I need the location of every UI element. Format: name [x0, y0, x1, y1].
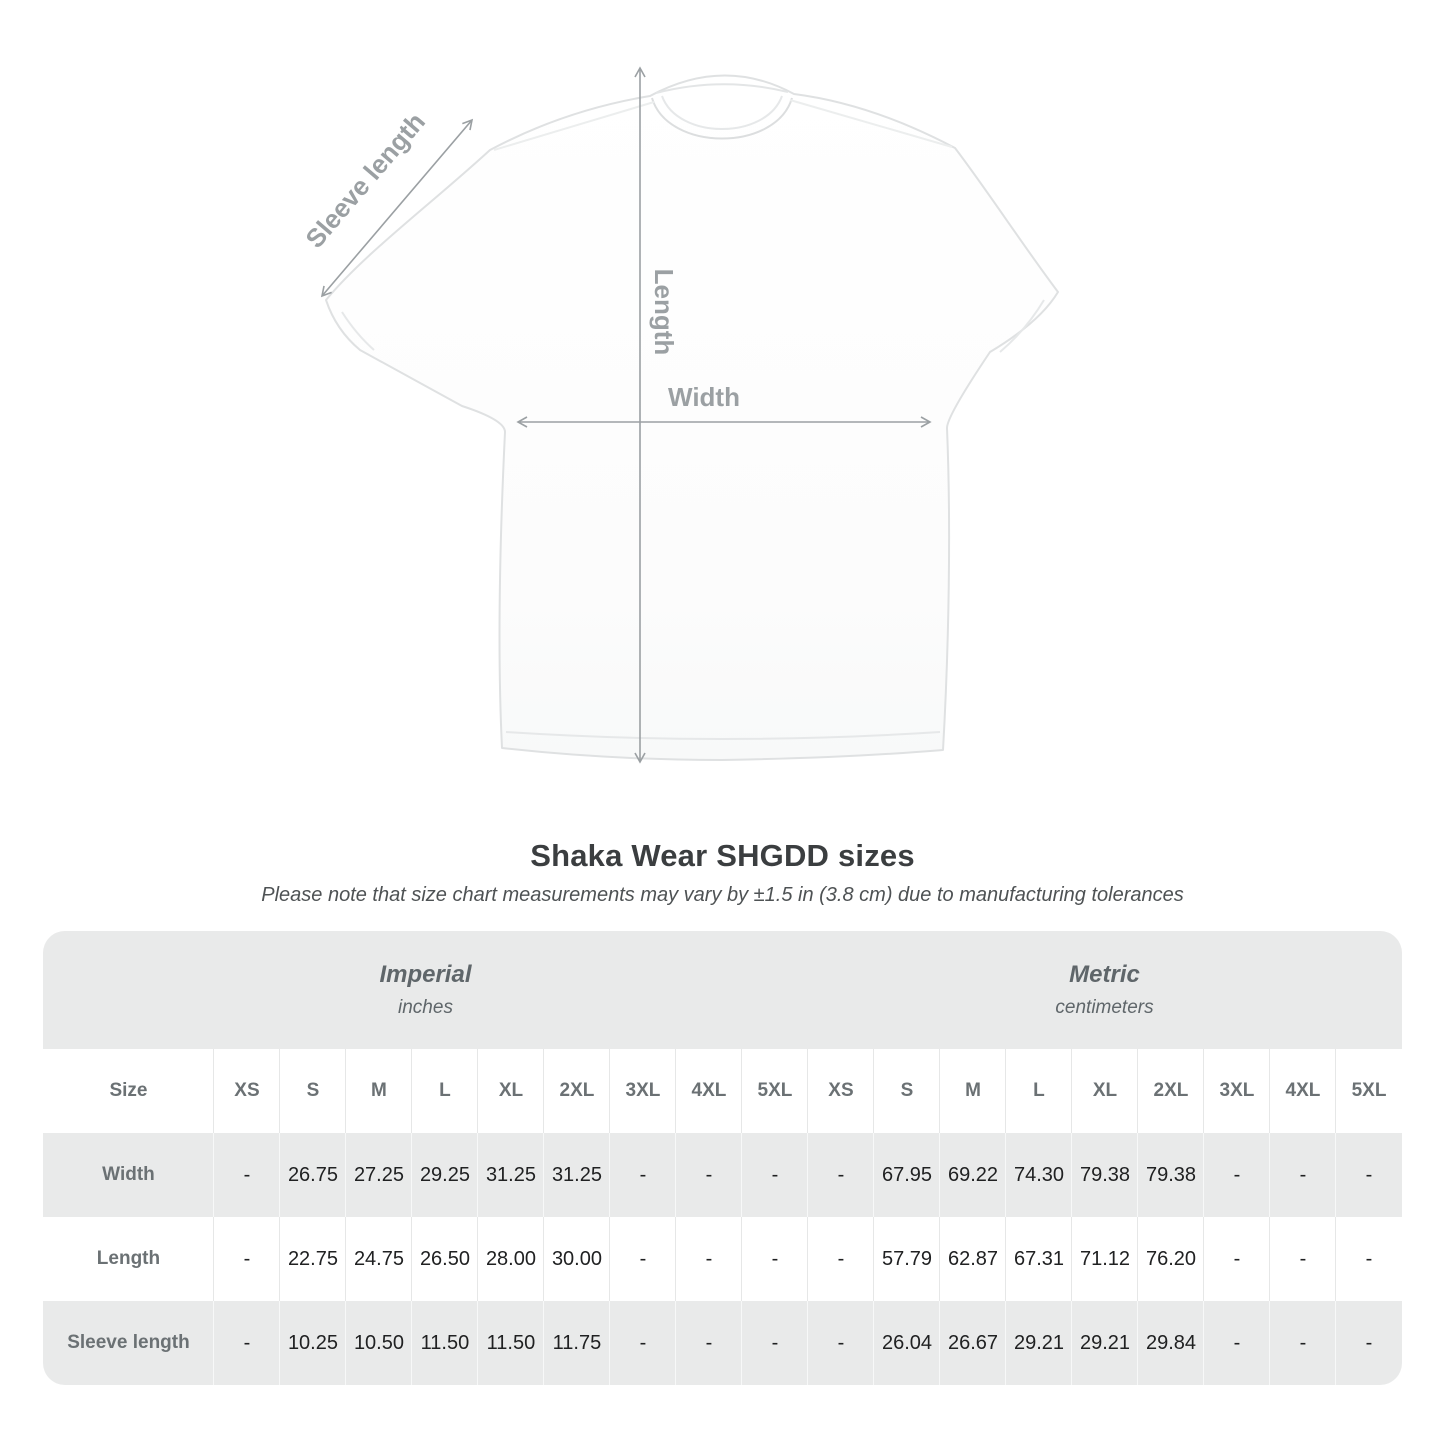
size-col-imperial-3xl: 3XL: [609, 1049, 675, 1133]
cell-metric-3xl: -: [1203, 1133, 1269, 1217]
imperial-title: Imperial: [379, 961, 472, 988]
cell-imperial-xs: -: [213, 1133, 279, 1217]
cell-metric-l: 74.30: [1005, 1133, 1071, 1217]
unit-header-row: [43, 931, 1401, 1049]
cell-imperial-5xl: -: [741, 1133, 807, 1217]
size-col-metric-s: S: [873, 1049, 939, 1133]
size-col-imperial-m: M: [345, 1049, 411, 1133]
size-col-metric-5xl: 5XL: [1335, 1049, 1401, 1133]
cell-metric-5xl: -: [1335, 1217, 1401, 1301]
cell-imperial-4xl: -: [675, 1133, 741, 1217]
cell-imperial-5xl: -: [741, 1301, 807, 1385]
cell-metric-3xl: -: [1203, 1301, 1269, 1385]
cell-imperial-2xl: 11.75: [543, 1301, 609, 1385]
cell-metric-xs: -: [807, 1301, 873, 1385]
size-col-metric-4xl: 4XL: [1269, 1049, 1335, 1133]
cell-metric-m: 26.67: [939, 1301, 1005, 1385]
cell-metric-5xl: -: [1335, 1301, 1401, 1385]
cell-imperial-3xl: -: [609, 1133, 675, 1217]
tshirt-illustration: [326, 75, 1058, 760]
cell-metric-l: 67.31: [1005, 1217, 1071, 1301]
measure-row-sleeve-length: [43, 1301, 1401, 1385]
page-title: Shaka Wear SHGDD sizes: [530, 838, 915, 873]
size-col-imperial-xs: XS: [213, 1049, 279, 1133]
cell-imperial-l: 11.50: [411, 1301, 477, 1385]
cell-imperial-s: 10.25: [279, 1301, 345, 1385]
cell-metric-xs: -: [807, 1133, 873, 1217]
width-label: Width: [668, 382, 740, 412]
row-label: Length: [43, 1217, 213, 1301]
metric-title: Metric: [1069, 961, 1140, 988]
size-header-label: Size: [43, 1049, 213, 1133]
metric-header: [807, 931, 1401, 1049]
cell-metric-xs: -: [807, 1217, 873, 1301]
size-col-imperial-2xl: 2XL: [543, 1049, 609, 1133]
cell-metric-xl: 71.12: [1071, 1217, 1137, 1301]
cell-imperial-xl: 31.25: [477, 1133, 543, 1217]
cell-imperial-4xl: -: [675, 1217, 741, 1301]
cell-imperial-3xl: -: [609, 1301, 675, 1385]
row-label: Sleeve length: [43, 1301, 213, 1385]
measure-row-width: [43, 1133, 1401, 1217]
size-table-body: [43, 1049, 1401, 1385]
cell-metric-5xl: -: [1335, 1133, 1401, 1217]
size-col-imperial-xl: XL: [477, 1049, 543, 1133]
cell-imperial-5xl: -: [741, 1217, 807, 1301]
cell-imperial-l: 29.25: [411, 1133, 477, 1217]
cell-metric-4xl: -: [1269, 1301, 1335, 1385]
size-col-metric-3xl: 3XL: [1203, 1049, 1269, 1133]
cell-metric-m: 69.22: [939, 1133, 1005, 1217]
cell-metric-s: 26.04: [873, 1301, 939, 1385]
row-label: Width: [43, 1133, 213, 1217]
cell-imperial-m: 10.50: [345, 1301, 411, 1385]
tolerance-note: Please note that size chart measurements may vary by ±1.5 in (3.8 cm) due to manufacturing tolerances: [261, 884, 1184, 906]
cell-metric-l: 29.21: [1005, 1301, 1071, 1385]
size-col-metric-xl: XL: [1071, 1049, 1137, 1133]
cell-metric-2xl: 79.38: [1137, 1133, 1203, 1217]
cell-metric-4xl: -: [1269, 1217, 1335, 1301]
size-col-imperial-5xl: 5XL: [741, 1049, 807, 1133]
size-col-imperial-s: S: [279, 1049, 345, 1133]
imperial-unit-subtitle: inches: [398, 997, 453, 1018]
metric-unit-subtitle: centimeters: [1055, 997, 1154, 1018]
cell-metric-m: 62.87: [939, 1217, 1005, 1301]
cell-imperial-xl: 28.00: [477, 1217, 543, 1301]
cell-metric-4xl: -: [1269, 1133, 1335, 1217]
cell-metric-2xl: 76.20: [1137, 1217, 1203, 1301]
cell-imperial-xs: -: [213, 1217, 279, 1301]
sleeve-length-label: Sleeve length: [299, 106, 431, 254]
cell-metric-xl: 79.38: [1071, 1133, 1137, 1217]
size-col-metric-xs: XS: [807, 1049, 873, 1133]
size-col-metric-2xl: 2XL: [1137, 1049, 1203, 1133]
measure-row-length: [43, 1217, 1401, 1301]
cell-imperial-xl: 11.50: [477, 1301, 543, 1385]
size-table: [43, 931, 1401, 1385]
tshirt-body: [326, 75, 1058, 760]
cell-imperial-2xl: 30.00: [543, 1217, 609, 1301]
size-col-imperial-4xl: 4XL: [675, 1049, 741, 1133]
cell-metric-3xl: -: [1203, 1217, 1269, 1301]
cell-imperial-l: 26.50: [411, 1217, 477, 1301]
cell-metric-xl: 29.21: [1071, 1301, 1137, 1385]
imperial-header: [43, 931, 807, 1049]
cell-imperial-s: 26.75: [279, 1133, 345, 1217]
cell-metric-s: 67.95: [873, 1133, 939, 1217]
cell-imperial-4xl: -: [675, 1301, 741, 1385]
size-col-metric-l: L: [1005, 1049, 1071, 1133]
length-label: Length: [649, 268, 679, 356]
cell-imperial-3xl: -: [609, 1217, 675, 1301]
size-table-container: [0, 931, 1445, 1385]
cell-metric-s: 57.79: [873, 1217, 939, 1301]
cell-imperial-2xl: 31.25: [543, 1133, 609, 1217]
cell-imperial-s: 22.75: [279, 1217, 345, 1301]
size-header-row: [43, 1049, 1401, 1133]
cell-imperial-m: 27.25: [345, 1133, 411, 1217]
size-col-imperial-l: L: [411, 1049, 477, 1133]
cell-imperial-m: 24.75: [345, 1217, 411, 1301]
cell-imperial-xs: -: [213, 1301, 279, 1385]
cell-metric-2xl: 29.84: [1137, 1301, 1203, 1385]
size-col-metric-m: M: [939, 1049, 1005, 1133]
